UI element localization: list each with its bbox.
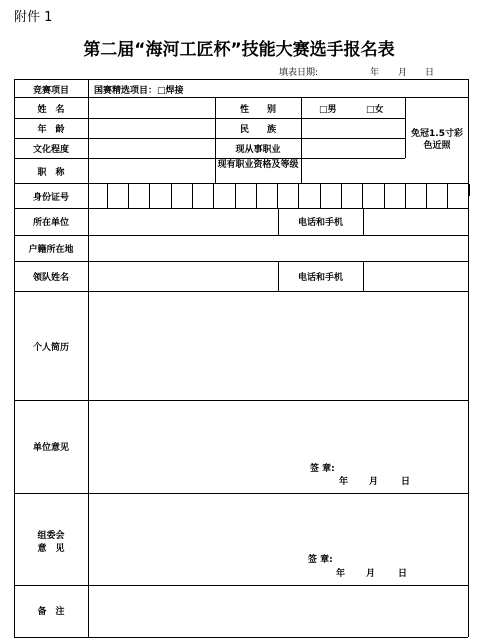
unit-date-day: 日: [401, 477, 411, 487]
fill-date-label: 填表日期:: [279, 68, 319, 78]
age-label: 年 龄: [37, 125, 65, 135]
committee-date-day: 日: [398, 569, 408, 579]
competition-label: 竞赛项目: [32, 86, 69, 96]
committee-date-month: 月: [366, 569, 376, 579]
photo-placeholder: 免冠1.5寸彩色近照: [411, 129, 463, 151]
id-number-label: 身份证号: [32, 193, 69, 203]
gender-male-checkbox[interactable]: □男: [319, 105, 337, 115]
committee-opinion-label-line1: 组委会: [37, 531, 65, 541]
gender-label: 性 别: [239, 105, 276, 115]
committee-opinion-label-line2: 意 见: [37, 544, 65, 554]
fill-date-month: 月: [398, 68, 408, 78]
phone2-label: 电话和手机: [297, 273, 343, 283]
fill-date-year: 年: [370, 68, 380, 78]
committee-date-year: 年: [336, 569, 346, 579]
attachment-label: 附件 1: [14, 10, 53, 25]
phone1-label: 电话和手机: [297, 218, 343, 228]
unit-seal-label: 签 章:: [310, 464, 335, 474]
page-title: 第二届“海河工匠杯”技能大赛选手报名表: [83, 40, 395, 60]
name-label: 姓 名: [37, 105, 65, 115]
household-label: 户籍所在地: [28, 245, 74, 255]
resume-label: 个人简历: [32, 343, 69, 353]
education-label: 文化程度: [32, 145, 69, 155]
unit-date-year: 年: [339, 477, 349, 487]
employer-label: 所在单位: [32, 218, 69, 228]
committee-seal-label: 签 章:: [308, 555, 333, 565]
leader-label: 领队姓名: [32, 273, 69, 283]
unit-opinion-label: 单位意见: [32, 443, 69, 453]
occupation-label: 现从事职业: [235, 145, 281, 155]
fill-date-day: 日: [425, 68, 435, 78]
title-rank-label: 职 称: [37, 168, 65, 178]
qualification-label: 现有职业资格及等级: [217, 160, 299, 170]
gender-female-checkbox[interactable]: □女: [366, 105, 384, 115]
competition-value: 国赛精选项目：□焊接: [94, 86, 184, 96]
remarks-label: 备 注: [37, 607, 65, 617]
ethnicity-label: 民 族: [239, 125, 276, 135]
unit-date-month: 月: [369, 477, 379, 487]
